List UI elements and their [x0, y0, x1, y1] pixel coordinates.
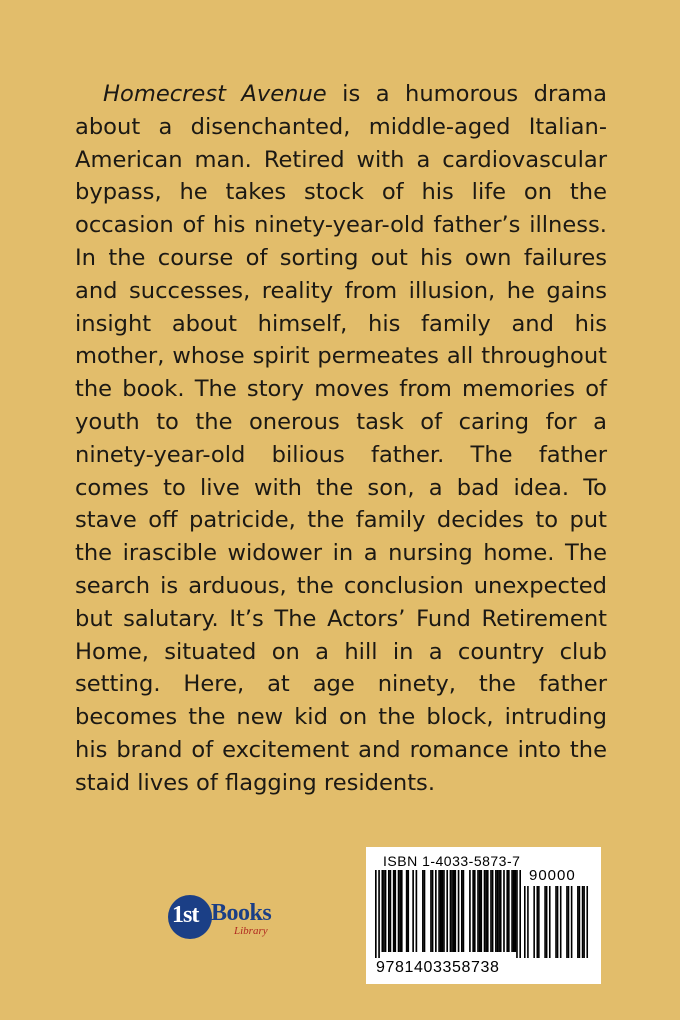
book-title: Homecrest Avenue — [103, 81, 327, 107]
isbn-label: ISBN 1-4033-5873-7 — [383, 853, 521, 869]
logo-subtitle: Library — [234, 925, 268, 937]
addon-barcode-icon — [524, 886, 594, 958]
logo-name: Books — [211, 900, 272, 926]
ean-barcode-icon — [375, 870, 521, 958]
ean-digits: 9781403358738 — [376, 959, 500, 976]
logo-prefix: 1st — [172, 902, 199, 928]
back-cover-blurb — [75, 78, 607, 800]
barcode-panel — [366, 847, 601, 984]
addon-digits: 90000 — [529, 867, 576, 884]
blurb-text: is a humorous drama about a disenchanted, middle-aged Italian-American man. Retired with a cardiovascular bypass, he takes stock of his life on the occasion of his ninety-year-old father’s illness. In the course of sorting out his own failures and successes, reality from illusion, he gains insight about himself, his family and his mother, whose spirit permeates all throughout the book. The story moves from memories of youth to the onerous task of caring for a ninety-year-old bilious father. The father comes to live with the son, a bad idea. To stave off patricide, the family decides to put the irascible widower in a nursing home. The search is arduous, the conclusion unexpected but salutary. It’s The Actors’ Fund Retirement Home, situated on a hill in a country club setting. Here, at age ninety, the father becomes the new kid on the block, intruding his brand of excitement and romance into the staid lives of flagging residents. — [75, 81, 607, 796]
publisher-logo — [168, 893, 288, 943]
